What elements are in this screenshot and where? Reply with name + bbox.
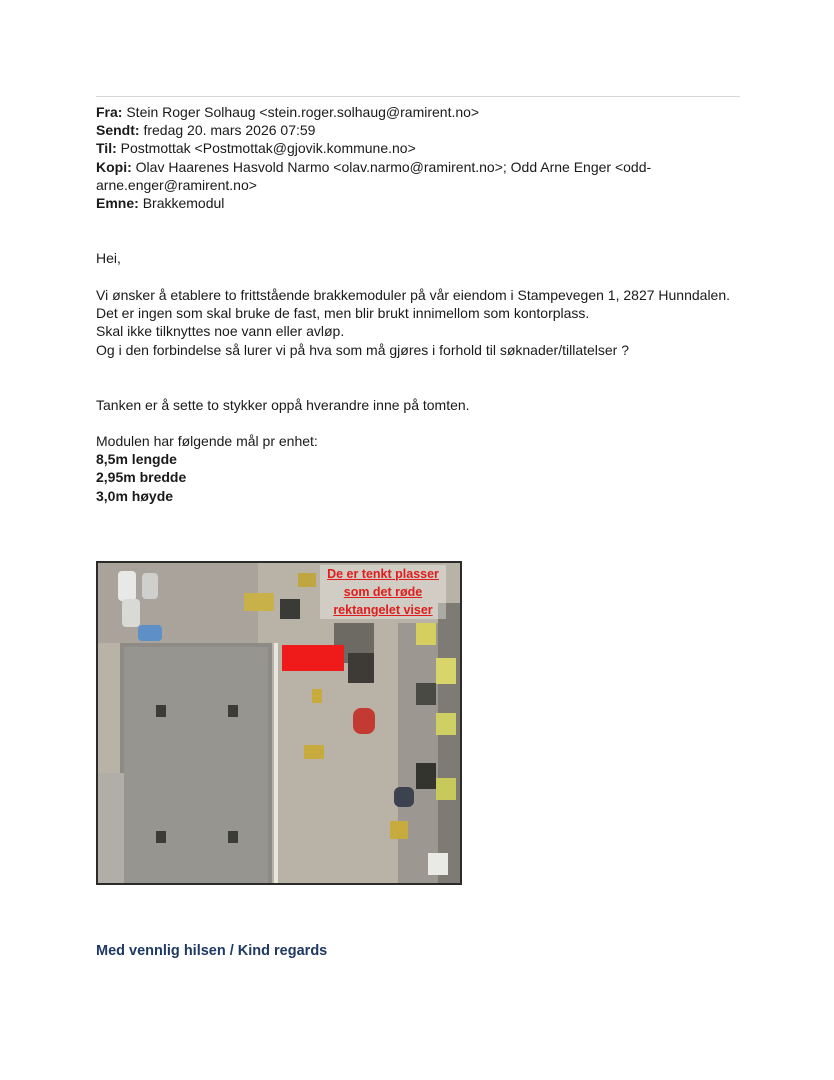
paragraph-1-line-1: Vi ønsker å etablere to frittstående brakkemoduler på vår eiendom i Stampevegen 1, 2827 Hunndalen. [96, 287, 731, 303]
paragraph-1-line-2: Det er ingen som skal bruke de fast, men blir brukt innimellom som kontorplass. [96, 305, 590, 322]
paragraph-2: Tanken er å sette to stykker oppå hverandre inne på tomten. [96, 397, 470, 413]
from-row [96, 103, 736, 121]
paragraph-1 [96, 286, 756, 359]
paragraph-1-line-3: Skal ikke tilknyttes noe vann eller avløp. [96, 323, 345, 340]
sent-row [96, 121, 736, 139]
placement-rectangle [282, 645, 344, 671]
sent-value: fredag 20. mars 2026 07:59 [143, 122, 316, 139]
subject-label: Emne: [96, 195, 139, 212]
dimensions-block [96, 432, 756, 505]
sent-label: Sendt: [96, 122, 140, 139]
signature: Med vennlig hilsen / Kind regards [96, 943, 328, 959]
dimension-width: 2,95m bredde [96, 469, 187, 486]
dimension-length: 8,5m lengde [96, 451, 177, 468]
email-header [96, 103, 736, 212]
subject-value: Brakkemodul [142, 195, 225, 212]
from-value: Stein Roger Solhaug <stein.roger.solhaug@ramirent.no> [126, 104, 480, 120]
from-label: Fra: [96, 104, 123, 120]
to-label: Til: [96, 140, 117, 157]
dimensions-intro: Modulen har følgende mål pr enhet: [96, 433, 318, 449]
cc-label: Kopi: [96, 158, 132, 175]
dimension-height: 3,0m høyde [96, 487, 174, 504]
cc-value-line1: Olav Haarenes Hasvold Narmo <olav.narmo@ramirent.no>; Odd Arne Enger <odd- [135, 158, 652, 175]
subject-row [96, 194, 736, 212]
paragraph-1-line-4: Og i den forbindelse så lurer vi på hva som må gjøres i forhold til søknader/tillatelser ? [96, 341, 630, 358]
header-divider [96, 96, 740, 97]
cc-value-line2: arne.enger@ramirent.no> [96, 176, 257, 193]
cc-row [96, 158, 736, 176]
aerial-site-image [96, 561, 462, 885]
image-annotation: De er tenkt plasser som det røde rektangelet viser [320, 565, 446, 619]
to-value: Postmottak <Postmottak@gjovik.kommune.no> [120, 140, 416, 157]
to-row [96, 139, 736, 157]
greeting: Hei, [96, 250, 121, 266]
cc-row-cont [96, 176, 736, 194]
